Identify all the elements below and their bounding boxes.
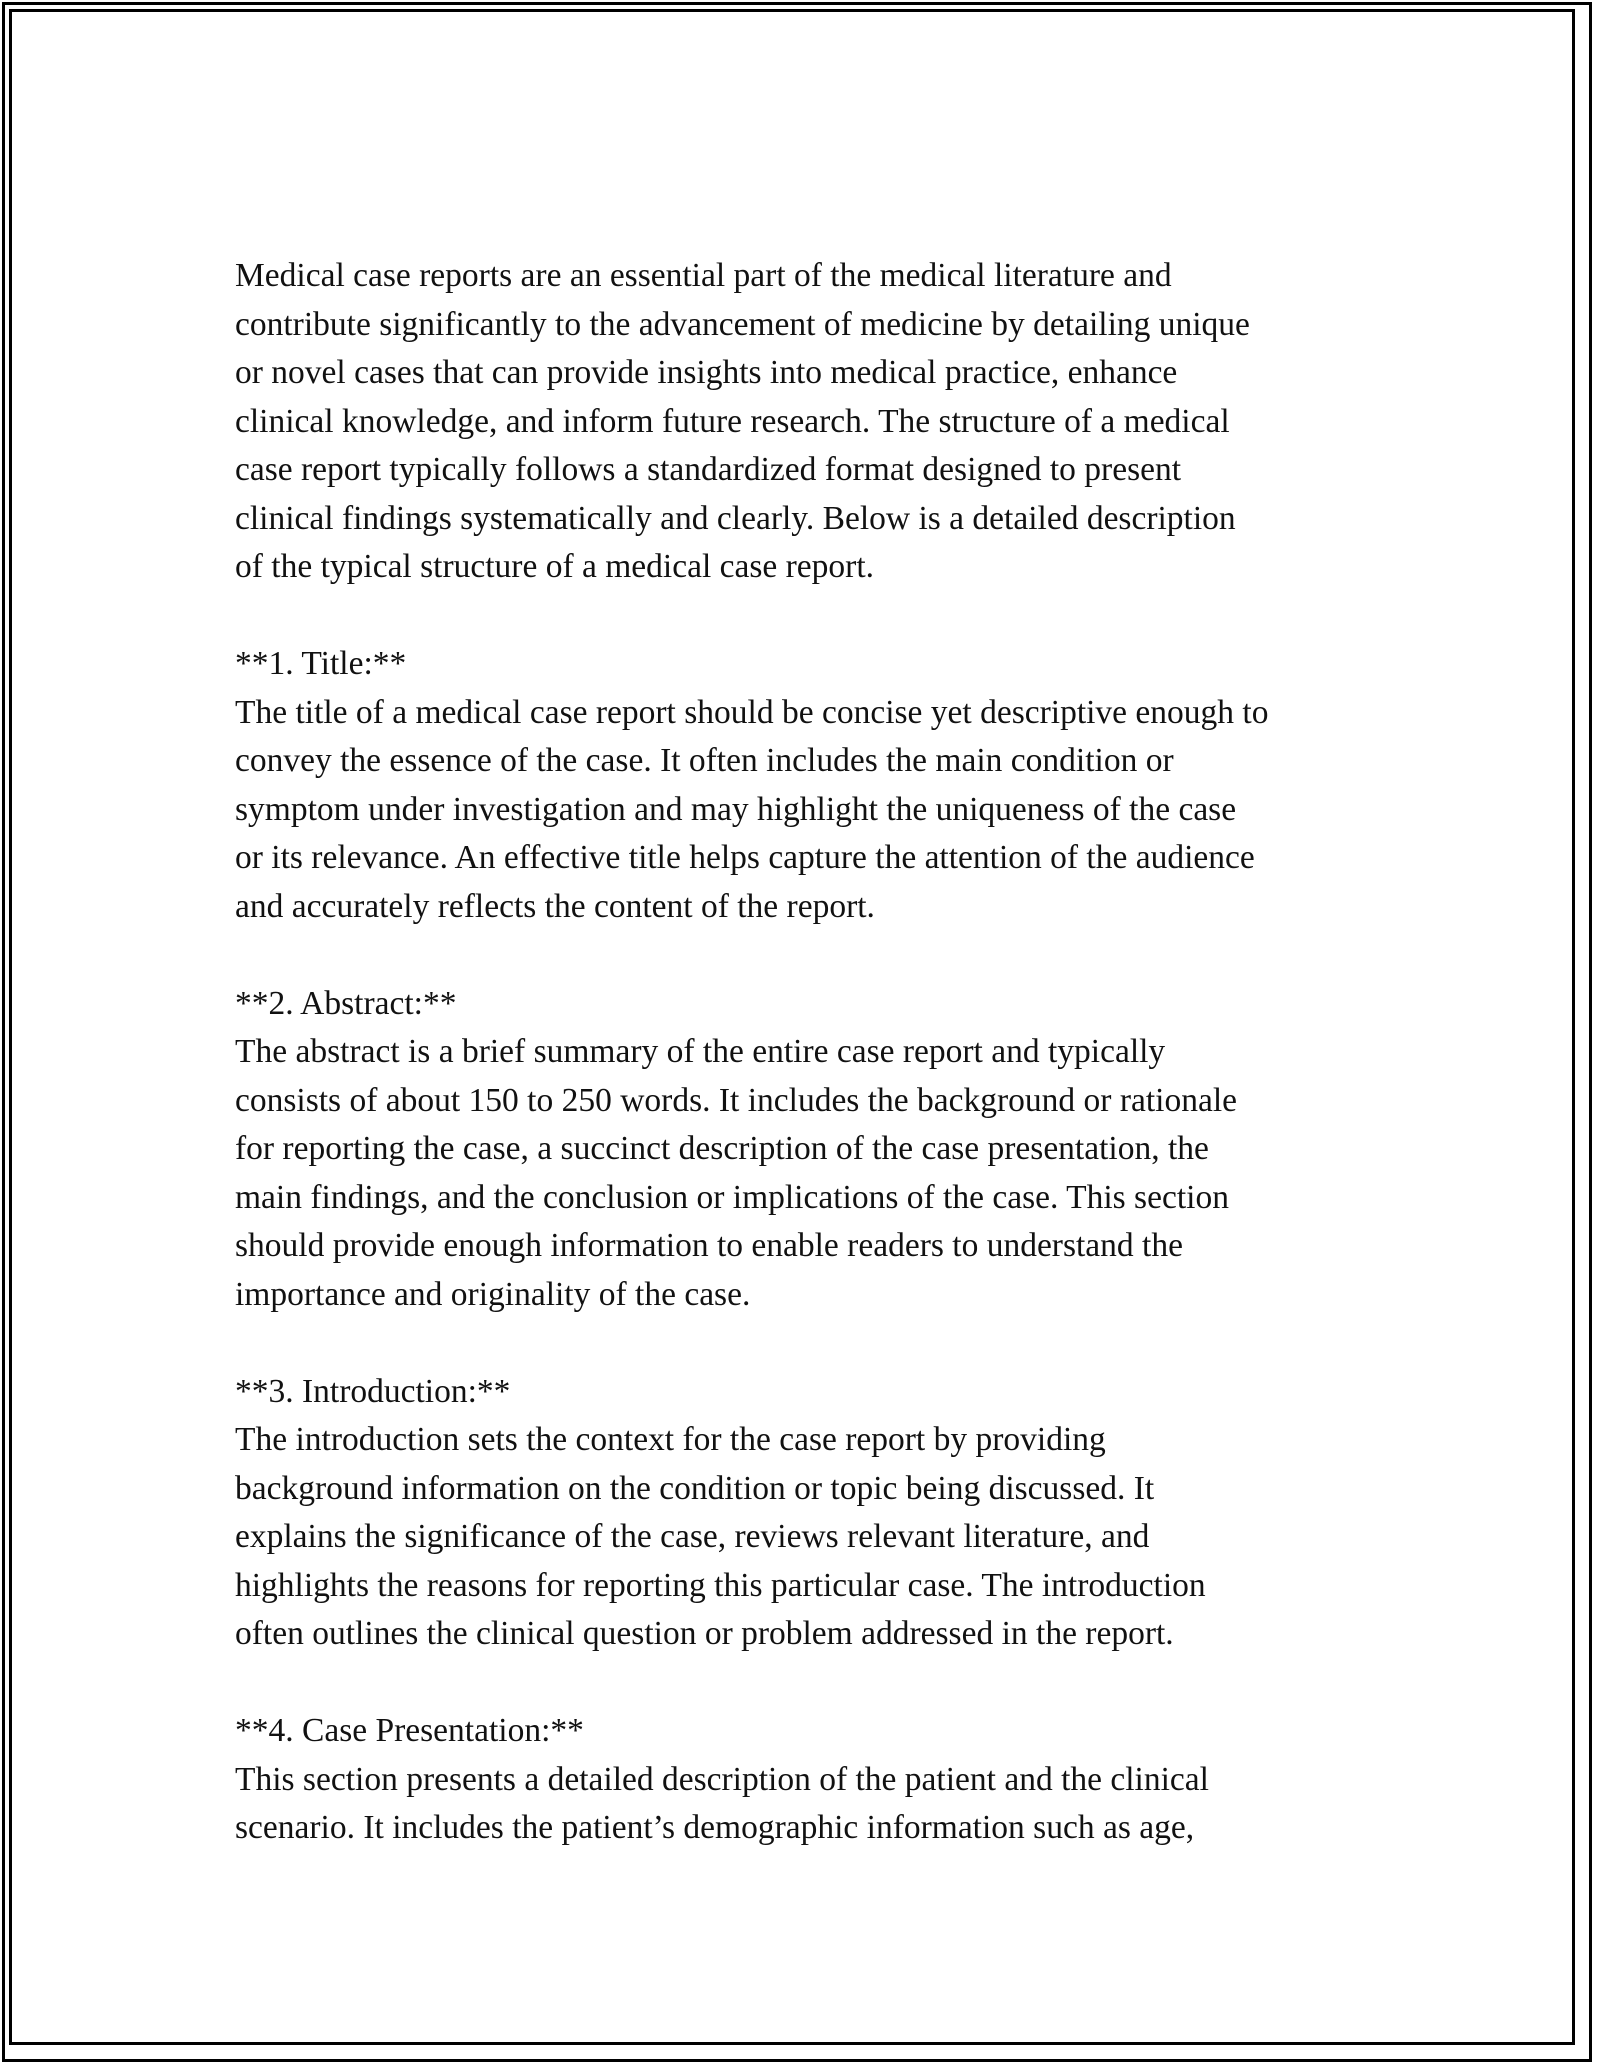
section-case-presentation [235, 1707, 1435, 1853]
section-introduction [235, 1368, 1435, 1659]
section-body-case-presentation: This section presents a detailed description of the patient and the clinical scenario. It includes the patient’s demographic information such as age, [235, 1760, 1209, 1846]
section-title [235, 640, 1435, 931]
section-body-abstract: The abstract is a brief summary of the entire case report and typically consists of about 150 to 250 words. It includes the background or rationale for reporting the case, a succinct description of the case presentation, the main findings, and the conclusion or implications of the case. This section should provide enough information to enable readers to understand the importance and originality of the case. [235, 1033, 1238, 1313]
section-heading-title: **1. Title:** [235, 645, 407, 682]
section-heading-abstract: **2. Abstract:** [235, 984, 457, 1022]
document-body [235, 252, 1435, 1901]
section-heading-case-presentation: **4. Case Presentation:** [235, 1712, 584, 1749]
section-body-introduction: The introduction sets the context for the case report by providing background information on the condition or topic being discussed. It explains the significance of the case, reviews relevant literature, and highlights the reasons for reporting this particular case. The introduction often outlines the clinical question or problem addressed in the report. [235, 1421, 1206, 1652]
section-abstract [235, 980, 1435, 1320]
section-body-title: The title of a medical case report should be concise yet descriptive enough to convey the essence of the case. It often includes the main condition or symptom under investigation and may highlight the uniqueness of the case or its relevance. An effective title helps capture the attention of the audience and accurately reflects the content of the report. [235, 693, 1269, 925]
section-heading-introduction: **3. Introduction:** [235, 1372, 511, 1410]
intro-paragraph: Medical case reports are an essential part of the medical literature and contribute significantly to the advancement of medicine by detailing unique or novel cases that can provide insights into medical practice, enhance clinical knowledge, and inform future research. The structure of a medical case report typically follows a standardized format designed to present clinical findings systematically and clearly. Below is a detailed description of the typical structure of a medical case report. [235, 257, 1250, 585]
